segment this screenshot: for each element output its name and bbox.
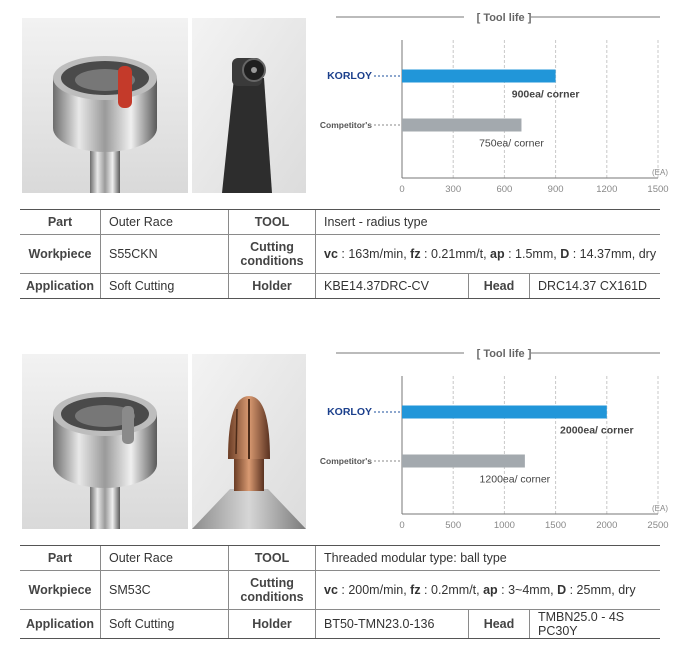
x-tick-label: 1000 [493,520,515,531]
holder-label: Holder [229,610,316,639]
x-tick-label: 2000 [596,520,618,531]
unit-label: (EA) [652,504,668,513]
bar-data-label: 2000ea/ corner [560,424,634,437]
outer-race-workpiece-photo [22,354,188,529]
bar-data-label: 750ea/ corner [479,137,544,150]
x-tick-label: 500 [445,520,462,531]
x-tick-label: 300 [445,184,462,195]
x-tick-label: 900 [547,184,564,195]
x-tick-label: 600 [496,184,513,195]
cutting-conditions-label: Cutting conditions [229,571,316,610]
x-tick-label: 2500 [647,520,669,531]
x-tick-label: 1200 [596,184,618,195]
part-value: Outer Race [101,546,229,571]
korloy-label: KORLOY [327,70,372,82]
tool-life-chart-2 [319,342,669,537]
spec-table-1 [20,209,660,299]
tool-life-chart-1 [319,6,669,201]
head-label: Head [469,610,530,639]
application-value: Soft Cutting [101,610,229,639]
chart-title: [ Tool life ] [476,12,532,24]
tool-life-chart-svg [319,6,669,201]
unit-label: (EA) [652,168,668,177]
korloy-bar [402,70,556,83]
spec-table-2 [20,545,660,639]
head-value: DRC14.37 CX161D [530,274,661,299]
bar-data-label: 1200ea/ corner [479,473,551,486]
holder-value: KBE14.37DRC-CV [316,274,469,299]
competitor-label: Competitor's [319,456,372,466]
holder-label: Holder [229,274,316,299]
ball-head-tool-photo [192,354,306,529]
chart-title: [ Tool life ] [476,348,532,360]
x-tick-label: 1500 [545,520,567,531]
application-value: Soft Cutting [101,274,229,299]
competitor-label: Competitor's [319,120,372,130]
competitor-bar [402,119,521,132]
x-tick-label: 0 [399,184,405,195]
part-value: Outer Race [101,210,229,235]
workpiece-label: Workpiece [20,571,101,610]
application-label: Application [20,610,101,639]
korloy-label: KORLOY [327,406,372,418]
x-tick-label: 1500 [647,184,669,195]
bar-data-label: 900ea/ corner [511,88,580,101]
cutting-conditions-value: vc : 200m/min, fz : 0.2mm/t, ap : 3~4mm, D : 25mm, dry [316,571,661,610]
tool-value: Insert - radius type [316,210,661,235]
outer-race-workpiece-photo [22,18,188,193]
workpiece-value: SM53C [101,571,229,610]
tool-value: Threaded modular type: ball type [316,546,661,571]
workpiece-label: Workpiece [20,235,101,274]
case-study-2 [0,336,689,654]
radius-insert-tool-photo [192,18,306,193]
tool-label: TOOL [229,210,316,235]
tool-life-chart-svg [319,342,669,537]
competitor-bar [402,455,525,468]
application-label: Application [20,274,101,299]
cutting-conditions-label: Cutting conditions [229,235,316,274]
head-label: Head [469,274,530,299]
korloy-bar [402,406,607,419]
case-study-1 [0,0,689,318]
tool-label: TOOL [229,546,316,571]
holder-value: BT50-TMN23.0-136 [316,610,469,639]
part-label: Part [20,546,101,571]
cutting-conditions-value: vc : 163m/min, fz : 0.21mm/t, ap : 1.5mm, D : 14.37mm, dry [316,235,661,274]
x-tick-label: 0 [399,520,405,531]
head-value: TMBN25.0 - 4S PC30Y [530,610,661,639]
workpiece-value: S55CKN [101,235,229,274]
part-label: Part [20,210,101,235]
